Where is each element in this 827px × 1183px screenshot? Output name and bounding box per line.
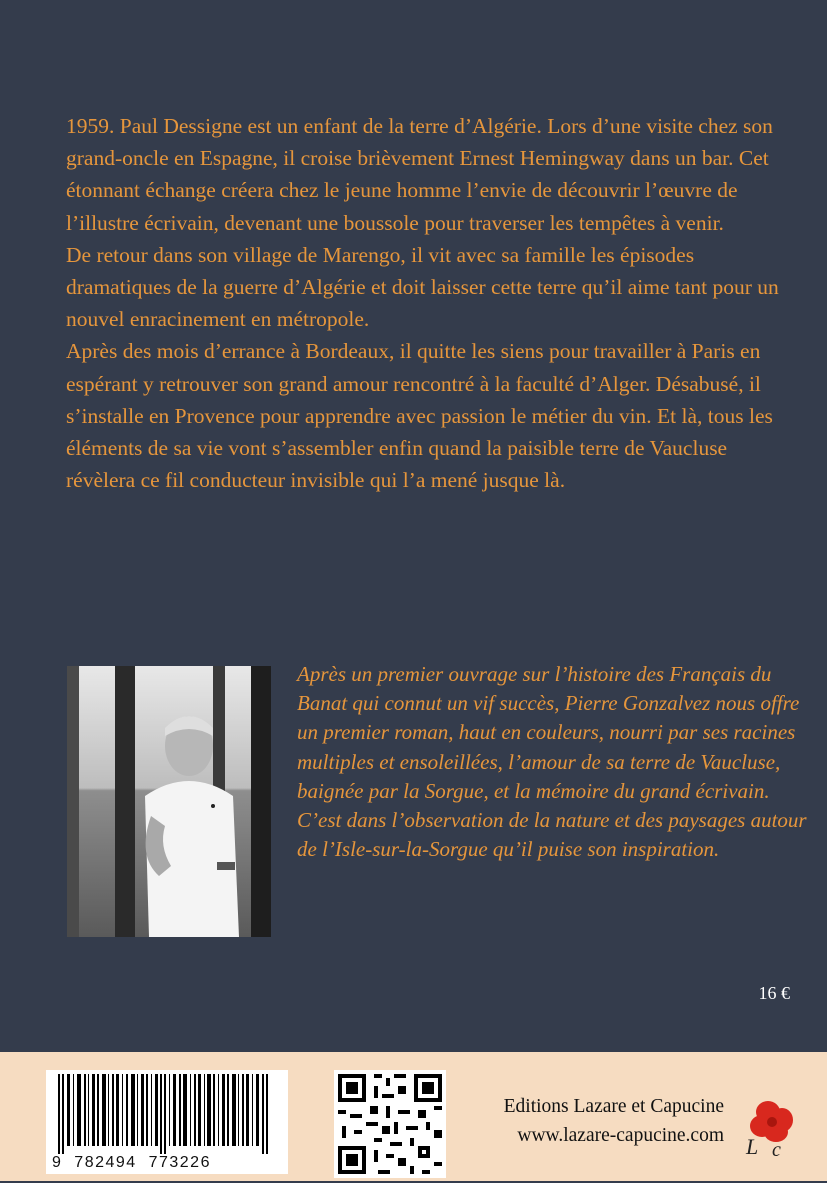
price-label: 16 € <box>758 983 790 1003</box>
isbn-barcode <box>46 1070 288 1174</box>
synopsis-paragraph-3: Après des mois d’errance à Bordeaux, il quitte les siens pour travailler à Paris en espérant y retrouver son grand amour rencontré à la faculté d’Alger. Désabusé, il s’installe en Provence pour apprendre avec passion le métier du vin. Et là, tous les éléments de sa vie vont s’assembler enfin quand la paisible terre de Vaucluse révèlera ce fil conducteur invisible qui l’a mené jusque là. <box>66 339 773 493</box>
isbn-number: 9 782494 773226 <box>52 1154 211 1171</box>
qr-code <box>334 1070 446 1178</box>
svg-text:L: L <box>746 1134 759 1158</box>
synopsis-paragraph-2: De retour dans son village de Marengo, il vit avec sa famille les épisodes dramatiques de la guerre d’Algérie et doit laisser cette terre qu’il aime tant pour un nouvel enracinement en métropole. <box>66 242 779 332</box>
publisher-info <box>462 1092 724 1150</box>
footer-band <box>0 1052 827 1181</box>
svg-text:c: c <box>772 1139 781 1158</box>
author-bio: Après un premier ouvrage sur l’histoire des Français du Banat qui connut un vif succès, Pierre Gonzalvez nous offre un premier roman, haut en couleurs, nourri par ses racines multiples et ensoleillées, l’amour de sa terre de Vaucluse, baignée par la Sorgue, et la mémoire du grand écrivain. C’est dans l’observation de la nature et des paysages autour de l’Isle-sur-la-Sorgue qu’il puise son inspiration. <box>297 662 807 862</box>
author-photo <box>67 666 271 937</box>
publisher-logo <box>742 1096 802 1158</box>
publisher-website: www.lazare-capucine.com <box>517 1125 724 1146</box>
synopsis-paragraph-1: 1959. Paul Dessigne est un enfant de la terre d’Algérie. Lors d’une visite chez son grand-oncle en Espagne, il croise brièvement Ernest Hemingway dans un bar. Cet étonnant échange créera chez le jeune homme l’envie de découvrir l’œuvre de l’illustre écrivain, devenant une boussole pour traverser les tempêtes à venir. <box>66 114 773 235</box>
publisher-name: Editions Lazare et Capucine <box>503 1096 724 1117</box>
synopsis <box>66 110 786 496</box>
